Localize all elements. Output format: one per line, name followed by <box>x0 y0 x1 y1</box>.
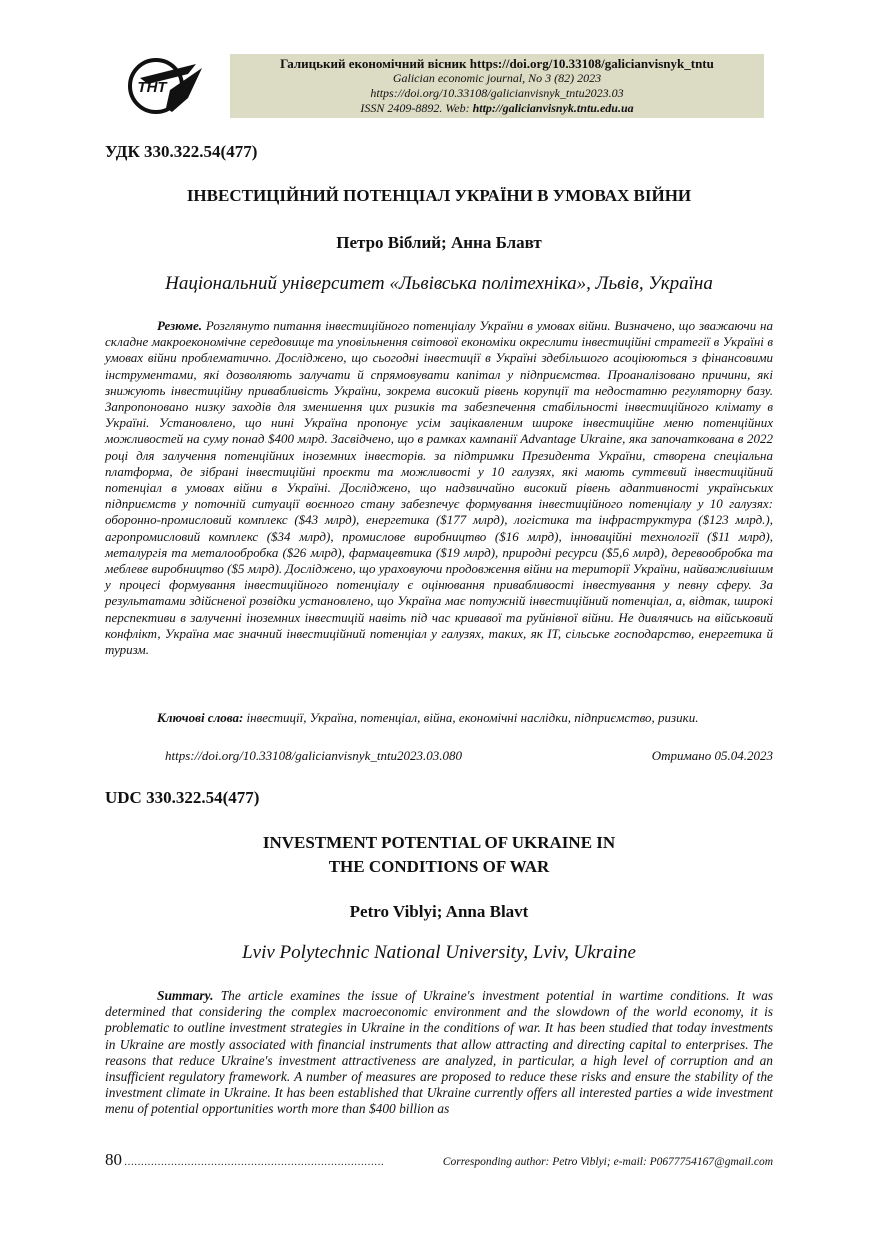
footer-leader-dots: …………………………………………………………………… <box>124 1157 384 1168</box>
title-en-line2: THE CONDITIONS OF WAR <box>328 857 550 876</box>
svg-text:ТНТ: ТНТ <box>137 79 167 96</box>
corresponding-author: Corresponding author: Petro Viblyi; e-mail: P0677754167@gmail.com <box>442 1156 773 1168</box>
journal-doi: https://doi.org/10.33108/galicianvisnyk_tntu2023.03 <box>370 86 624 100</box>
journal-issn: ISSN 2409-8892. Web: http://galicianvisnyk.tntu.edu.ua <box>360 101 634 115</box>
journal-web-link[interactable]: http://galicianvisnyk.tntu.edu.ua <box>472 101 634 115</box>
keywords-ua <box>105 710 773 726</box>
title-ua: ІНВЕСТИЦІЙНИЙ ПОТЕНЦІАЛ УКРАЇНИ В УМОВАХ ВІЙНИ <box>186 186 692 205</box>
keywords-text: інвестиції, Україна, потенціал, війна, економічні наслідки, підприємство, ризики. <box>246 710 699 725</box>
authors-ua: Петро Віблий; Анна Блавт <box>336 233 542 252</box>
affiliation-ua: Національний університет «Львівська політехніка», Львів, Україна <box>165 273 713 294</box>
summary-text: The article examines the issue of Ukraine's investment potential in wartime conditions. It was determined that considering the complex macroeconomic environment and the slowdown of the world economy, it is problematic to outline investment strategies in Ukraine in the conditions of war. It has been studied that today investments in Ukraine are mostly associated with financial instruments that allow attracting and directing capital to enterprises. The reasons that reduce Ukraine's investment attractiveness are analyzed, in particular, a high level of corruption and an insufficient regulatory framework. A number of measures are proposed to reduce these risks and ensure the stability of the investment climate in Ukraine. It has been established that Ukraine currently offers all interested parties a wide investment menu of potential opportunities worth more than $400 billion as <box>105 988 773 1117</box>
page-footer <box>105 1150 773 1170</box>
summary-en <box>105 988 773 1118</box>
udc-ua: УДК 330.322.54(477) <box>105 142 258 161</box>
abstract-text: Розглянуто питання інвестиційного потенціалу України в умовах війни. Визначено, що зважаючи на складне макроекономічне середовище та уповільнення світової економіки окреслити інвестиційні стратегії в Україні в умовах війни проблематично. Досліджено, що сьогодні інвестиції в Україні здебільшого асоціюються з фінансовими інструментами, які дозволяють залучати й спрямовувати капітал у підприємства. Проаналізовано причини, які знижують інвестиційну привабливість України, зокрема високий рівень корупції та недостатню регуляторну базу. Запропоновано низку заходів для зменшення цих ризиків та забезпечення стабільності інвестиційного клімату в Україні. Установлено, що нині Україна пропонує усім зацікавленим широке інвестиційне меню потенційних можливостей на суму понад $400 млрд. Засвідчено, що в рамках кампанії Advantage Ukraine, яка започаткована в 2022 році для залучення потенційних іноземних інвесторів. за підтримки Президента України, створена спеціальна платформа, де зібрані інвестиційні проєкти та можливості у 10 галузях, які мають суттєвий інвестиційний потенціал в умовах війни в Україні. Досліджено, що надзвичайно високий рівень адаптивності українських підприємств у поточній ситуації воєнного стану забезпечує формування інвестиційного потенціалу у 10 галузях: оборонно-промисловий комплекс ($43 млрд), енергетика ($177 млрд), логістика та інфраструктура ($123 млрд.), агропромисловий комплекс ($34 млрд), промислове виробництво ($16 млрд), інноваційні технології ($11 млрд), металургія та металообробка ($26 млрд), фармацевтика ($19 млрд), природні ресурси ($5,6 млрд), деревообробка та меблеве виробництво ($5 млрд). Досліджено, що ураховуючи продовження війни на території України, найважливішим у процесі формування інвестиційного потенціалу є оцінювання привабливості інвестування у певну сферу. За результатами здійсненої розвідки установлено, що Україна має потужній інвестиційний потенціал, а, відтак, широкі перспективи в залученні іноземних інвестицій навіть під час кривавої та руйнівної війни. Не дивлячись на військовий конфлікт, Україна має значний інвестиційний потенціал у галузях, таких, як IT, сільське господарство, енергетика й туризм. <box>105 318 774 658</box>
journal-header <box>230 54 764 118</box>
doi-received-line <box>165 748 773 764</box>
abstract-ua <box>105 318 773 658</box>
page-number: 80 <box>105 1150 122 1169</box>
summary-label: Summary. <box>157 988 214 1003</box>
udc-en: UDC 330.322.54(477) <box>105 788 260 807</box>
affiliation-en: Lviv Polytechnic National University, Lviv, Ukraine <box>242 942 636 963</box>
university-logo <box>126 50 206 118</box>
abstract-label: Резюме. <box>157 318 203 333</box>
received-date: Отримано 05.04.2023 <box>651 748 773 763</box>
journal-title-en: Galician economic journal, No 3 (82) 2023 <box>392 71 602 85</box>
title-en-line1: INVESTMENT POTENTIAL OF UKRAINE IN <box>262 833 616 852</box>
authors-en: Petro Viblyi; Anna Blavt <box>349 902 529 921</box>
keywords-label: Ключові слова: <box>157 710 244 725</box>
journal-title-ua: Галицький економічний вісник https://doi.org/10.33108/galicianvisnyk_tntu <box>280 56 714 71</box>
title-en <box>105 831 773 879</box>
article-doi[interactable]: https://doi.org/10.33108/galicianvisnyk_tntu2023.03.080 <box>165 748 463 763</box>
